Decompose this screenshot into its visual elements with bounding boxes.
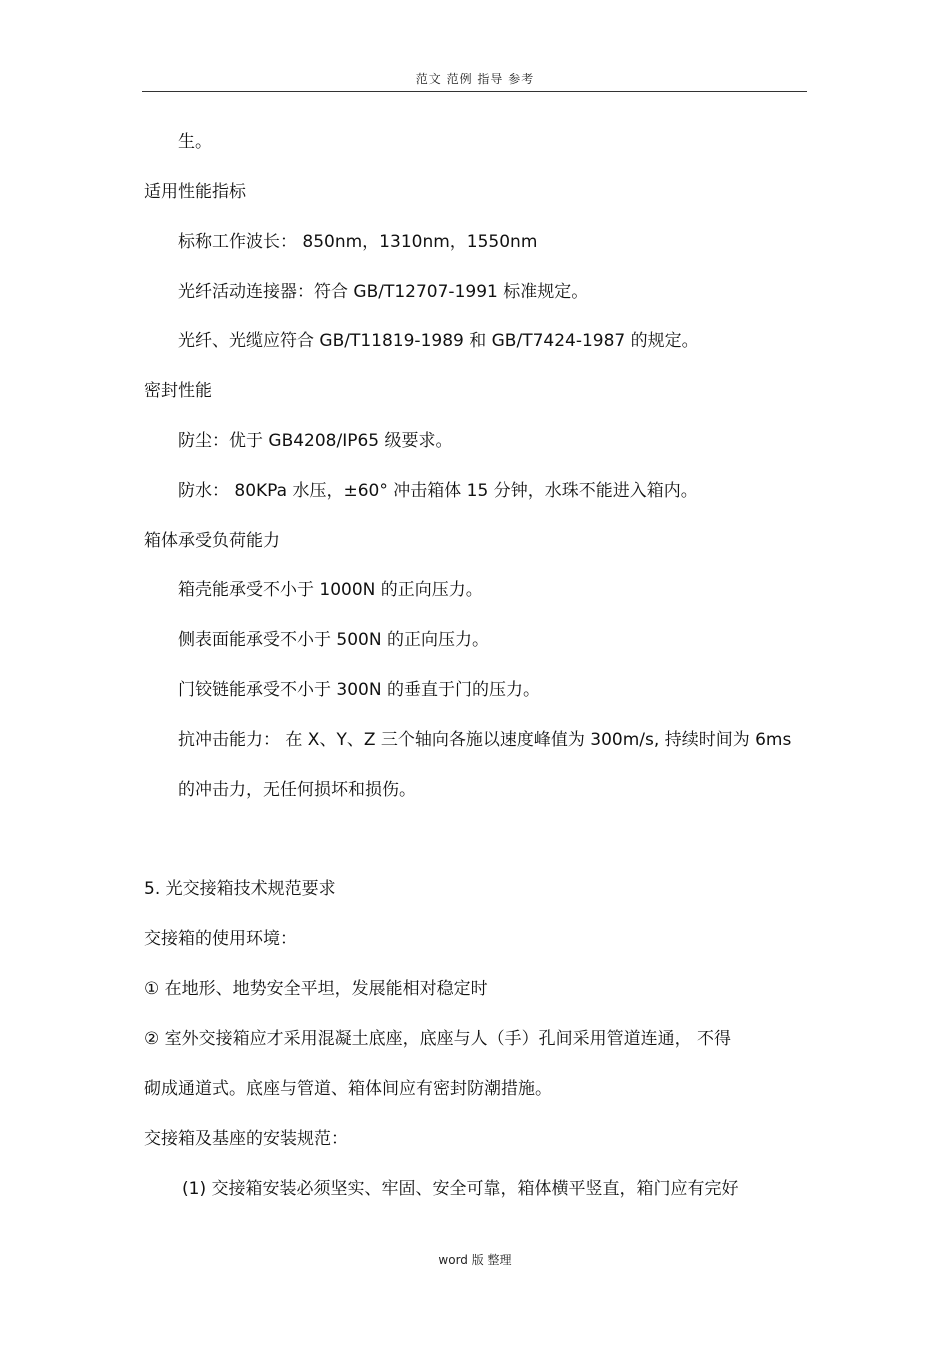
text-line: 光纤、光缆应符合 GB/T11819-1989 和 GB/T7424-1987 的规定。 (178, 331, 699, 351)
page-footer: word 版 整理 (438, 1253, 512, 1267)
text-line: 门铰链能承受不小于 300N 的垂直于门的压力。 (178, 680, 540, 700)
text-line: 侧表面能承受不小于 500N 的正向压力。 (178, 630, 489, 650)
list-item: ① 在地形、地势安全平坦，发展能相对稳定时 (144, 979, 488, 999)
text-line: 的冲击力，无任何损坏和损伤。 (178, 780, 416, 800)
text-line: 交接箱及基座的安装规范： (144, 1129, 348, 1149)
text-line: 光纤活动连接器：符合 GB/T12707-1991 标准规定。 (178, 282, 589, 302)
section-heading: 箱体承受负荷能力 (144, 531, 280, 551)
page-header: 范文 范例 指导 参考 (415, 72, 535, 86)
text-line: 箱壳能承受不小于 1000N 的正向压力。 (178, 580, 483, 600)
text-line: 交接箱的使用环境： (144, 929, 297, 949)
list-item: ② 室外交接箱应才采用混凝土底座，底座与人（手）孔间采用管道连通， 不得 (144, 1029, 732, 1049)
text-line: 标称工作波长： 850nm，1310nm，1550nm (178, 232, 538, 252)
section-heading: 密封性能 (144, 381, 212, 401)
section-heading: 5. 光交接箱技术规范要求 (144, 879, 336, 899)
text-line: 抗冲击能力： 在 X、Y、Z 三个轴向各施以速度峰值为 300m/s, 持续时间为 6ms (178, 730, 792, 750)
text-line: 防水： 80KPa 水压，±60° 冲击箱体 15 分钟，水珠不能进入箱内。 (178, 481, 698, 501)
header-rule (142, 91, 807, 92)
text-line: 砌成通道式。底座与管道、箱体间应有密封防潮措施。 (144, 1079, 552, 1099)
text-line: 生。 (178, 132, 212, 152)
list-item: (1) 交接箱安装必须坚实、牢固、安全可靠，箱体横平竖直，箱门应有完好 (182, 1179, 739, 1199)
text-line: 防尘：优于 GB4208/IP65 级要求。 (178, 431, 453, 451)
section-heading: 适用性能指标 (144, 182, 246, 202)
